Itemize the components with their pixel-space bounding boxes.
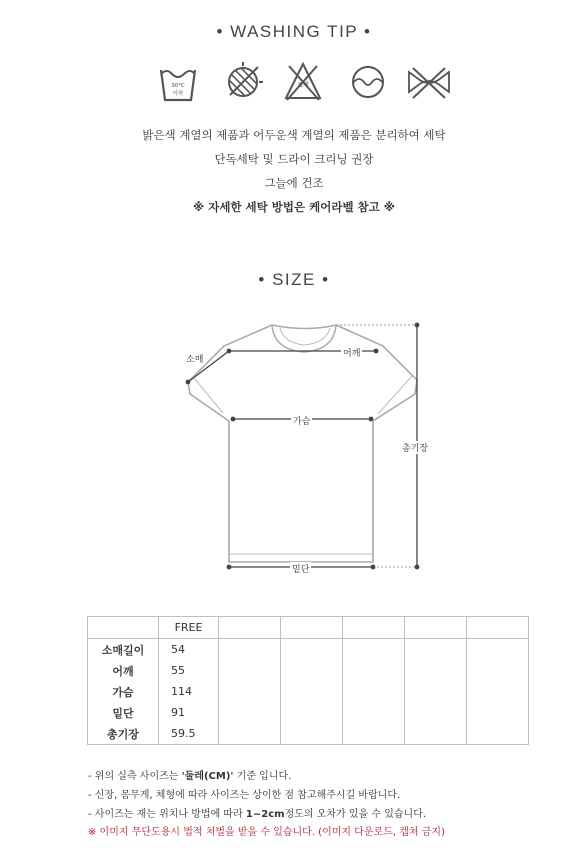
size-table-header <box>88 617 529 639</box>
wash-30-icon <box>158 60 198 104</box>
note-1-emphasis: '둘레(CM)' <box>181 771 234 782</box>
note-3-prefix: - 사이즈는 재는 위치나 방법에 따라 <box>88 809 246 820</box>
table-row <box>88 702 529 723</box>
header-empty-col <box>467 617 529 639</box>
note-3-suffix: 정도의 오차가 있을 수 있습니다. <box>284 809 427 820</box>
tip-line-3: 그늘에 건조 <box>264 176 324 190</box>
size-table <box>87 616 529 745</box>
size-title: • SIZE • <box>258 270 330 289</box>
hem-label: 밑단 <box>290 562 311 575</box>
no-bleach-label: 표백 <box>297 82 309 89</box>
no-wring-icon <box>405 60 453 104</box>
note-tolerance <box>88 805 426 820</box>
tshirt-size-diagram <box>170 310 440 585</box>
row-label: 밑단 <box>88 702 159 723</box>
note-body-type: - 신장, 몸무게, 체형에 따라 사이즈는 상이한 점 참고해주시길 바랍니다. <box>88 790 401 801</box>
row-value: 55 <box>159 660 219 681</box>
wash-temp-line1: 30°C <box>171 83 185 89</box>
note-1-prefix: - 위의 실측 사이즈는 <box>88 771 182 782</box>
table-row <box>88 681 529 702</box>
table-row <box>88 723 529 745</box>
wash-temp-line2: 이하 <box>172 91 184 97</box>
table-row <box>88 660 529 681</box>
note-copyright-warning: ※ 이미지 무단도용시 법적 처벌을 받을 수 있습니다. (이미지 다운로드, 캡쳐 금지) <box>88 827 445 838</box>
row-value: 114 <box>159 681 219 702</box>
no-bleach-icon <box>283 60 323 104</box>
header-free: FREE <box>159 617 219 639</box>
header-empty-col <box>405 617 467 639</box>
shoulder-label: 어깨 <box>341 346 362 359</box>
tip-line-care-label: ※ 자세한 세탁 방법은 케어라벨 참고 ※ <box>193 200 395 214</box>
note-measurement-basis <box>88 767 291 782</box>
dry-clean-icon <box>348 60 388 104</box>
row-label: 소매길이 <box>88 639 159 661</box>
header-empty-col <box>219 617 281 639</box>
header-empty-cell <box>88 617 159 639</box>
row-value: 91 <box>159 702 219 723</box>
header-empty-col <box>343 617 405 639</box>
table-row <box>88 639 529 661</box>
shade-dry-icon <box>221 60 265 104</box>
note-1-suffix: 기준 입니다. <box>233 771 292 782</box>
care-icons <box>155 60 455 108</box>
washing-tip-title: • WASHING TIP • <box>216 22 372 41</box>
total-length-label: 총기장 <box>400 441 430 454</box>
row-label: 가슴 <box>88 681 159 702</box>
note-3-emphasis: 1~2cm <box>245 809 285 820</box>
chest-label: 가슴 <box>291 414 312 427</box>
sleeve-label: 소매 <box>184 352 205 365</box>
row-value: 59.5 <box>159 723 219 745</box>
row-label: 총기장 <box>88 723 159 745</box>
row-label: 어깨 <box>88 660 159 681</box>
row-value: 54 <box>159 639 219 661</box>
tip-line-2: 단독세탁 및 드라이 크리닝 권장 <box>214 152 374 166</box>
tip-line-1: 밝은색 계열의 제품과 어두운색 계열의 제품은 분리하여 세탁 <box>142 128 446 142</box>
header-empty-col <box>281 617 343 639</box>
